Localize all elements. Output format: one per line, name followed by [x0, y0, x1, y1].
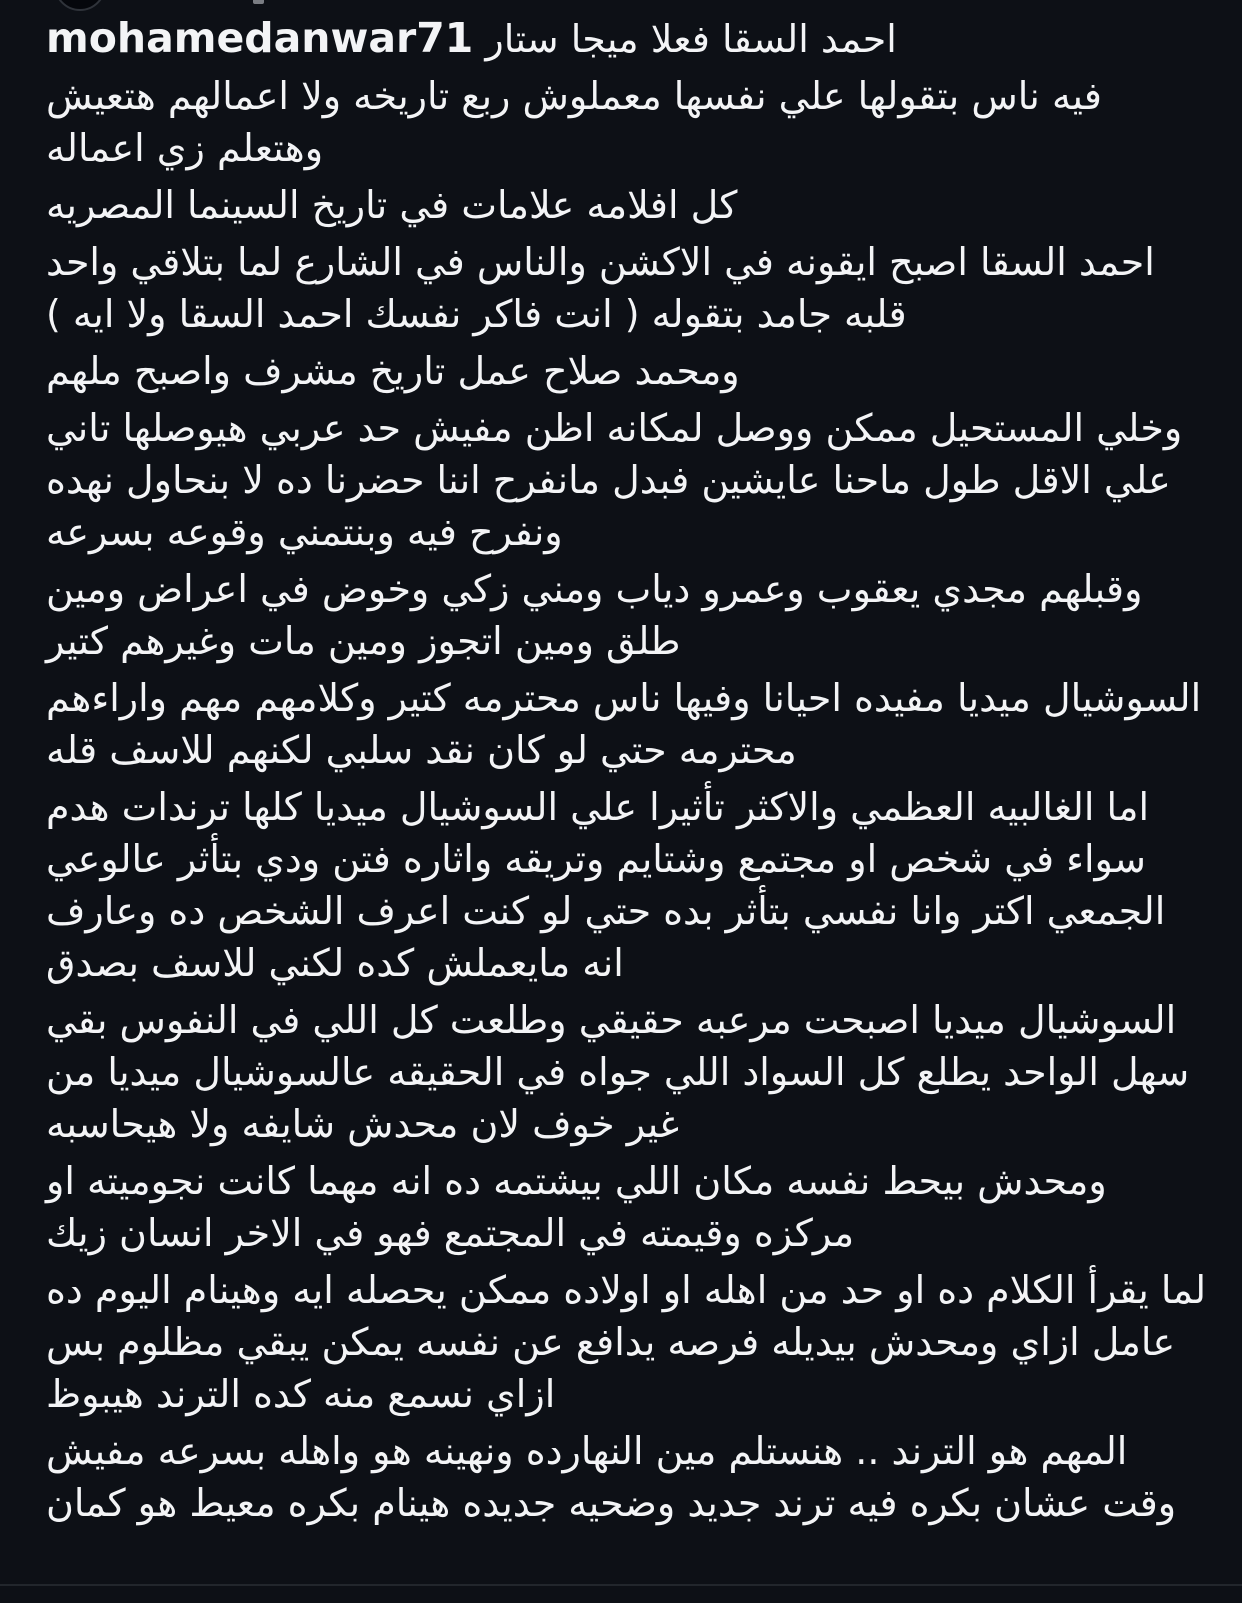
comment-divider: [0, 1584, 1242, 1586]
comment-paragraph: [46, 1155, 1212, 1259]
comment-paragraph-text: كل افلامه علامات في تاريخ السينما المصريه: [46, 183, 738, 227]
comment-paragraph: [46, 1264, 1212, 1420]
comment-paragraph: [46, 402, 1212, 558]
comment-paragraph: [46, 1425, 1212, 1529]
comment-paragraph-text: ومحمد صلاح عمل تاريخ مشرف واصبح ملهم: [46, 349, 740, 393]
comment-paragraph: [46, 236, 1212, 340]
comment-paragraph-text: ومحدش بيحط نفسه مكان اللي بيشتمه ده انه مهما كانت نجوميته او مركزه وقيمته في المجتمع فهو في الاخر انسان زيك: [46, 1159, 1107, 1255]
comment-paragraph-text: المهم هو الترند .. هنستلم مين النهارده ونهينه هو واهله بسرعه مفيش وقت عشان بكره فيه ترند جديد وضحيه جديده هينام بكره معيط هو كمان: [46, 1429, 1177, 1525]
comment-paragraph: [46, 70, 1212, 174]
comment-paragraph: [46, 345, 1212, 397]
comment-paragraph-text: فيه ناس بتقولها علي نفسها معملوش ربع تاريخه ولا اعمالهم هتعيش وهتعلم زي اعماله: [46, 74, 1102, 170]
comment-paragraph-text: وخلي المستحيل ممكن ووصل لمكانه اظن مفيش حد عربي هيوصلها تاني علي الاقل طول ماحنا عايشين فبدل مانفرح اننا حضرنا ده لا بنحاول نهده ونفرح فيه وبنتمني وقوعه بسرعه: [46, 406, 1183, 554]
comment-paragraph-text: السوشيال ميديا مفيده احيانا وفيها ناس محترمه كتير وكلامهم مهم واراءهم محترمه حتي لو كان نقد سلبي لكنهم للاسف قله: [46, 676, 1202, 772]
comment-paragraph-text: احمد السقا اصبح ايقونه في الاكشن والناس في الشارع لما بتلاقي واحد قلبه جامد بتقوله ( انت فاكر نفسك احمد السقا ولا ايه ): [46, 240, 1155, 336]
comment-paragraphs: [46, 70, 1212, 1529]
comment-paragraph: [46, 994, 1212, 1150]
comment-paragraph-text: اما الغالبيه العظمي والاكثر تأثيرا علي السوشيال ميديا كلها ترندات هدم سواء في شخص او مجتمع وشتايم وتريقه واثاره فتن ودي بتأثر عالوعي الجمعي اكتر وانا نفسي بتأثر بده حتي لو كنت اعرف الشخص ده وعارف انه مايعملش كده لكني للاسف بصدق: [46, 785, 1166, 985]
comment-paragraph-text: السوشيال ميديا اصبحت مرعبه حقيقي وطلعت كل اللي في النفوس بقي سهل الواحد يطلع كل السواد اللي جواه في الحقيقه عالسوشيال ميديا من غير خوف لان محدش شايفه ولا هيحاسبه: [46, 998, 1190, 1146]
comment-paragraph: [46, 781, 1212, 989]
comment-paragraph-text: لما يقرأ الكلام ده او حد من اهله او اولاده ممكن يحصله ايه وهينام اليوم ده عامل ازاي ومحدش بيديله فرصه يدافع عن نفسه يمكن يبقي مظلوم بس ازاي نسمع منه كده الترند هيبوظ: [46, 1268, 1207, 1416]
comment-first-paragraph: [46, 12, 1212, 65]
comment-paragraph: [46, 179, 1212, 231]
comment-paragraph: [46, 672, 1212, 776]
comment-first-line-text: احمد السقا فعلا ميجا ستار: [485, 17, 897, 61]
comment-paragraph-text: وقبلهم مجدي يعقوب وعمرو دياب ومني زكي وخوض في اعراض ومين طلق ومين اتجوز ومين مات وغيرهم كتير: [46, 567, 1143, 663]
comment-paragraph: [46, 563, 1212, 667]
username-link[interactable]: mohamedanwar71: [46, 14, 474, 62]
